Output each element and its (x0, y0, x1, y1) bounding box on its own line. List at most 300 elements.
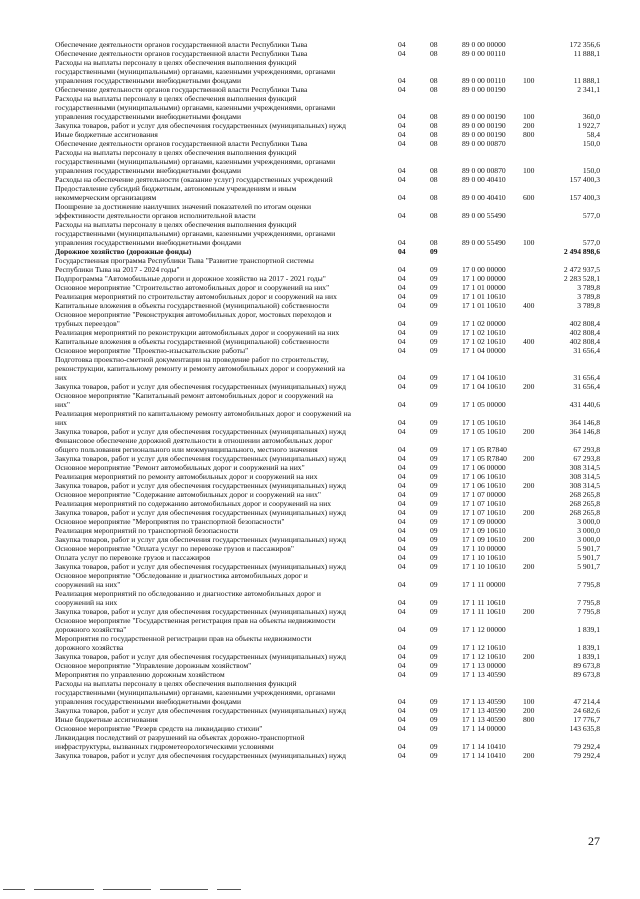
footer-rule (103, 889, 151, 890)
amount: 67 293,8 (573, 445, 600, 454)
amount: 47 214,4 (573, 697, 600, 706)
section-code: 04 (398, 724, 406, 733)
amount: 11 888,1 (573, 49, 600, 58)
row-line (0, 589, 640, 598)
item-name: них (55, 418, 67, 427)
row-line (0, 229, 640, 238)
subsection-code: 08 (430, 175, 438, 184)
amount: 402 808,4 (569, 319, 600, 328)
target-article-code: 17 1 04 10610 (462, 373, 506, 382)
row-line (0, 166, 640, 175)
section-code: 04 (398, 211, 406, 220)
row-line (0, 634, 640, 643)
section-code: 04 (398, 508, 406, 517)
subsection-code: 09 (430, 373, 438, 382)
expense-type-code: 200 (523, 508, 535, 517)
subsection-code: 09 (430, 274, 438, 283)
row-line (0, 481, 640, 490)
amount: 1 839,1 (577, 625, 600, 634)
subsection-code: 09 (430, 445, 438, 454)
subsection-code: 09 (430, 697, 438, 706)
section-code: 04 (398, 382, 406, 391)
subsection-code: 09 (430, 301, 438, 310)
item-name: Основное мероприятие "Обследование и диагностика автомобильных дорог и (55, 571, 308, 580)
subsection-code: 09 (430, 562, 438, 571)
subsection-code: 08 (430, 49, 438, 58)
target-article-code: 89 0 00 00110 (462, 76, 506, 85)
item-name: Основное мероприятие "Реконструкция автомобильных дорог, мостовых переходов и (55, 310, 332, 319)
subsection-code: 08 (430, 85, 438, 94)
expense-type-code: 200 (523, 652, 535, 661)
row-line (0, 463, 640, 472)
item-name: Реализация мероприятий по реконструкции автомобильных дорог и сооружений на них (55, 328, 340, 337)
subsection-code: 09 (430, 742, 438, 751)
item-name: Закупка товаров, работ и услуг для обеспечения государственных (муниципальных) нужд (55, 562, 346, 571)
item-name: Закупка товаров, работ и услуг для обеспечения государственных (муниципальных) нужд (55, 427, 346, 436)
item-name: эффективности деятельности органов исполнительной власти (55, 211, 256, 220)
subsection-code: 09 (430, 517, 438, 526)
target-article-code: 17 1 14 00000 (462, 724, 506, 733)
row-line (0, 427, 640, 436)
row-line (0, 544, 640, 553)
item-name: Поощрение за достижение наилучших значений показателей по итогам оценки (55, 202, 312, 211)
row-line (0, 400, 640, 409)
amount: 3 000,0 (577, 526, 600, 535)
subsection-code: 09 (430, 382, 438, 391)
target-article-code: 17 1 13 40590 (462, 697, 506, 706)
amount: 1 922,7 (577, 121, 600, 130)
section-code: 04 (398, 742, 406, 751)
section-code: 04 (398, 715, 406, 724)
target-article-code: 89 0 00 55490 (462, 211, 506, 220)
subsection-code: 09 (430, 463, 438, 472)
item-name: Дорожное хозяйство (дорожные фонды) (55, 247, 192, 256)
subsection-code: 09 (430, 328, 438, 337)
target-article-code: 17 1 04 10610 (462, 382, 506, 391)
amount: 7 795,8 (577, 580, 600, 589)
amount: 24 682,6 (573, 706, 600, 715)
section-code: 04 (398, 607, 406, 616)
target-article-code: 17 1 12 00000 (462, 625, 506, 634)
row-line (0, 490, 640, 499)
target-article-code: 17 1 05 10610 (462, 418, 506, 427)
item-name: Обеспечение деятельности органов государственной власти Республики Тыва (55, 85, 308, 94)
amount: 577,0 (582, 238, 600, 247)
footer-rule (3, 889, 25, 890)
amount: 2 341,1 (577, 85, 600, 94)
target-article-code: 17 1 01 10610 (462, 301, 506, 310)
amount: 364 146,8 (569, 427, 600, 436)
target-article-code: 17 1 02 00000 (462, 319, 506, 328)
target-article-code: 17 1 05 R7840 (462, 445, 507, 454)
item-name: инфраструктуры, вызванных гидрометеорологическими условиями (55, 742, 274, 751)
target-article-code: 17 1 11 00000 (462, 580, 506, 589)
item-name: Основное мероприятие "Проектно-изыскательские работы" (55, 346, 249, 355)
footer-rule (160, 889, 208, 890)
section-code: 04 (398, 274, 406, 283)
section-code: 04 (398, 346, 406, 355)
subsection-code: 09 (430, 706, 438, 715)
expense-type-code: 100 (523, 76, 535, 85)
subsection-code: 09 (430, 553, 438, 562)
row-line (0, 175, 640, 184)
row-line (0, 697, 640, 706)
amount: 172 356,6 (569, 40, 600, 49)
expense-type-code: 200 (523, 427, 535, 436)
target-article-code: 17 1 02 10610 (462, 328, 506, 337)
target-article-code: 89 0 00 00190 (462, 130, 506, 139)
subsection-code: 09 (430, 427, 438, 436)
row-line (0, 220, 640, 229)
target-article-code: 17 1 14 10410 (462, 742, 506, 751)
row-line (0, 85, 640, 94)
subsection-code: 09 (430, 319, 438, 328)
expense-type-code: 200 (523, 481, 535, 490)
item-name: Финансовое обеспечение дорожной деятельности в отношении автомобильных дорог (55, 436, 333, 445)
section-code: 04 (398, 598, 406, 607)
section-code: 04 (398, 283, 406, 292)
expense-type-code: 200 (523, 562, 535, 571)
item-name: Иные бюджетные ассигнования (55, 130, 158, 139)
expense-type-code: 800 (523, 715, 535, 724)
row-line (0, 103, 640, 112)
amount: 3 000,0 (577, 517, 600, 526)
row-line (0, 418, 640, 427)
target-article-code: 17 1 07 10610 (462, 499, 506, 508)
row-line (0, 301, 640, 310)
row-line (0, 751, 640, 760)
row-line (0, 157, 640, 166)
subsection-code: 09 (430, 661, 438, 670)
item-name: некоммерческим организациям (55, 193, 157, 202)
item-name: Расходы на обеспечение деятельности (оказание услуг) государственных учреждений (55, 175, 333, 184)
subsection-code: 09 (430, 535, 438, 544)
amount: 2 283 528,1 (563, 274, 600, 283)
amount: 58,4 (586, 130, 600, 139)
row-line (0, 625, 640, 634)
expense-type-code: 100 (523, 112, 535, 121)
page-number: 27 (588, 834, 600, 848)
item-name: Основное мероприятие "Содержание автомобильных дорог и сооружений на них" (55, 490, 321, 499)
section-code: 04 (398, 562, 406, 571)
item-name: Основное мероприятие "Строительство автомобильных дорог и сооружений на них" (55, 283, 330, 292)
subsection-code: 09 (430, 544, 438, 553)
amount: 577,0 (582, 211, 600, 220)
section-code: 04 (398, 175, 406, 184)
section-code: 04 (398, 85, 406, 94)
target-article-code: 17 0 00 00000 (462, 265, 506, 274)
subsection-code: 09 (430, 715, 438, 724)
section-code: 04 (398, 49, 406, 58)
item-name: управления государственными внебюджетными фондами (55, 166, 242, 175)
item-name: Закупка товаров, работ и услуг для обеспечения государственных (муниципальных) нужд (55, 508, 346, 517)
row-line (0, 517, 640, 526)
section-code: 04 (398, 400, 406, 409)
section-code: 04 (398, 319, 406, 328)
item-name: государственными (муниципальными) органами, казенными учреждениями, органами (55, 103, 336, 112)
row-line (0, 508, 640, 517)
target-article-code: 89 0 00 00870 (462, 166, 506, 175)
section-code: 04 (398, 328, 406, 337)
target-article-code: 17 1 01 10610 (462, 292, 506, 301)
row-line (0, 202, 640, 211)
item-name: Закупка товаров, работ и услуг для обеспечения государственных (муниципальных) нужд (55, 607, 346, 616)
target-article-code: 89 0 00 40410 (462, 193, 506, 202)
section-code: 04 (398, 517, 406, 526)
item-name: Мероприятия по государственной регистрации прав на объекты недвижимости (55, 634, 312, 643)
subsection-code: 09 (430, 508, 438, 517)
row-line (0, 661, 640, 670)
item-name: государственными (муниципальными) органами, казенными учреждениями, органами (55, 688, 336, 697)
target-article-code: 89 0 00 55490 (462, 238, 506, 247)
subsection-code: 09 (430, 643, 438, 652)
item-name: государственными (муниципальными) органами, казенными учреждениями, органами (55, 67, 336, 76)
section-code: 04 (398, 427, 406, 436)
subsection-code: 09 (430, 724, 438, 733)
row-line (0, 247, 640, 256)
item-name: Подготовка проектно-сметной документации на проведение работ по строительству, (55, 355, 329, 364)
amount: 5 901,7 (577, 544, 600, 553)
item-name: Основное мероприятие "Оплата услуг по перевозке грузов и пассажиров" (55, 544, 294, 553)
target-article-code: 89 0 00 00190 (462, 85, 506, 94)
section-code: 04 (398, 130, 406, 139)
item-name: общего пользования регионального или межмуниципального, местного значения (55, 445, 318, 454)
item-name: Реализация мероприятий по обследованию и диагностике автомобильных дорог и (55, 589, 321, 598)
section-code: 04 (398, 553, 406, 562)
target-article-code: 17 1 00 00000 (462, 274, 506, 283)
amount: 17 776,7 (573, 715, 600, 724)
amount: 31 656,4 (573, 346, 600, 355)
target-article-code: 17 1 06 10610 (462, 481, 506, 490)
row-line (0, 472, 640, 481)
subsection-code: 09 (430, 580, 438, 589)
amount: 150,0 (582, 139, 600, 148)
item-name: Иные бюджетные ассигнования (55, 715, 158, 724)
row-line (0, 130, 640, 139)
amount: 157 400,3 (569, 193, 600, 202)
subsection-code: 09 (430, 454, 438, 463)
expense-type-code: 800 (523, 130, 535, 139)
section-code: 04 (398, 337, 406, 346)
section-code: 04 (398, 247, 406, 256)
target-article-code: 17 1 13 00000 (462, 661, 506, 670)
section-code: 04 (398, 463, 406, 472)
item-name: Закупка товаров, работ и услуг для обеспечения государственных (муниципальных) нужд (55, 481, 346, 490)
row-line (0, 526, 640, 535)
item-name: Расходы на выплаты персоналу в целях обеспечения выполнения функций (55, 94, 297, 103)
subsection-code: 09 (430, 481, 438, 490)
amount: 402 808,4 (569, 337, 600, 346)
row-line (0, 679, 640, 688)
target-article-code: 17 1 10 00000 (462, 544, 506, 553)
expense-type-code: 400 (523, 337, 535, 346)
target-article-code: 17 1 06 00000 (462, 463, 506, 472)
section-code: 04 (398, 265, 406, 274)
expense-type-code: 200 (523, 121, 535, 130)
row-line (0, 184, 640, 193)
target-article-code: 17 1 05 10610 (462, 427, 506, 436)
target-article-code: 17 1 12 10610 (462, 643, 506, 652)
subsection-code: 08 (430, 211, 438, 220)
section-code: 04 (398, 166, 406, 175)
item-name: Мероприятия по управлению дорожным хозяйством (55, 670, 225, 679)
section-code: 04 (398, 670, 406, 679)
row-line (0, 742, 640, 751)
subsection-code: 08 (430, 166, 438, 175)
section-code: 04 (398, 292, 406, 301)
item-name: Закупка товаров, работ и услуг для обеспечения государственных (муниципальных) нужд (55, 535, 346, 544)
subsection-code: 09 (430, 472, 438, 481)
section-code: 04 (398, 697, 406, 706)
section-code: 04 (398, 544, 406, 553)
subsection-code: 09 (430, 625, 438, 634)
row-line (0, 121, 640, 130)
row-line (0, 715, 640, 724)
item-name: Подпрограмма "Автомобильные дороги и дорожное хозяйство на 2017 - 2021 годы" (55, 274, 326, 283)
row-line (0, 238, 640, 247)
amount: 67 293,8 (573, 454, 600, 463)
target-article-code: 17 1 07 00000 (462, 490, 506, 499)
row-line (0, 688, 640, 697)
footer-rule (34, 889, 94, 890)
subsection-code: 09 (430, 751, 438, 760)
item-name: Реализация мероприятий по ремонту автомобильных дорог и сооружений на них (55, 472, 318, 481)
item-name: сооружений на них" (55, 580, 121, 589)
target-article-code: 89 0 00 00190 (462, 112, 506, 121)
amount: 2 472 937,5 (563, 265, 600, 274)
target-article-code: 89 0 00 00870 (462, 139, 506, 148)
item-name: Капитальные вложения в объекты государственной (муниципальной) собственности (55, 301, 329, 310)
item-name: дорожного хозяйства" (55, 625, 127, 634)
amount: 143 635,8 (569, 724, 600, 733)
item-name: Обеспечение деятельности органов государственной власти Республики Тыва (55, 139, 308, 148)
target-article-code: 17 1 09 10610 (462, 535, 506, 544)
amount: 2 494 898,6 (563, 247, 600, 256)
item-name: управления государственными внебюджетными фондами (55, 697, 242, 706)
item-name: Расходы на выплаты персоналу в целях обеспечения выполнения функций (55, 220, 297, 229)
row-line (0, 139, 640, 148)
row-line (0, 409, 640, 418)
item-name: трубных переездов" (55, 319, 120, 328)
amount: 3 789,8 (577, 292, 600, 301)
item-name: Основное мероприятие "Капитальный ремонт автомобильных дорог и сооружений на (55, 391, 334, 400)
expense-type-code: 100 (523, 166, 535, 175)
amount: 308 314,5 (569, 472, 600, 481)
amount: 89 673,8 (573, 661, 600, 670)
amount: 150,0 (582, 166, 600, 175)
section-code: 04 (398, 193, 406, 202)
section-code: 04 (398, 238, 406, 247)
amount: 5 901,7 (577, 562, 600, 571)
expense-type-code: 200 (523, 382, 535, 391)
expense-type-code: 100 (523, 238, 535, 247)
section-code: 04 (398, 643, 406, 652)
section-code: 04 (398, 112, 406, 121)
row-line (0, 310, 640, 319)
row-line (0, 112, 640, 121)
row-line (0, 265, 640, 274)
item-name: Закупка товаров, работ и услуг для обеспечения государственных (муниципальных) нужд (55, 751, 346, 760)
amount: 31 656,4 (573, 382, 600, 391)
target-article-code: 17 1 05 R7840 (462, 454, 507, 463)
section-code: 04 (398, 121, 406, 130)
target-article-code: 17 1 13 40590 (462, 706, 506, 715)
section-code: 04 (398, 580, 406, 589)
subsection-code: 08 (430, 76, 438, 85)
expense-type-code: 200 (523, 607, 535, 616)
row-line (0, 643, 640, 652)
item-name: Государственная программа Республики Тыва "Развитие транспортной системы (55, 256, 314, 265)
section-code: 04 (398, 301, 406, 310)
item-name: Закупка товаров, работ и услуг для обеспечения государственных (муниципальных) нужд (55, 121, 346, 130)
expense-type-code: 200 (523, 454, 535, 463)
target-article-code: 17 1 09 10610 (462, 526, 506, 535)
row-line (0, 40, 640, 49)
item-name: Закупка товаров, работ и услуг для обеспечения государственных (муниципальных) нужд (55, 382, 346, 391)
amount: 5 901,7 (577, 553, 600, 562)
row-line (0, 67, 640, 76)
target-article-code: 89 0 00 40410 (462, 175, 506, 184)
row-line (0, 454, 640, 463)
row-line (0, 346, 640, 355)
item-name: Расходы на выплаты персоналу в целях обеспечения выполнения функций (55, 679, 297, 688)
amount: 364 146,8 (569, 418, 600, 427)
row-line (0, 670, 640, 679)
amount: 79 292,4 (573, 742, 600, 751)
amount: 268 265,8 (569, 490, 600, 499)
subsection-code: 08 (430, 193, 438, 202)
item-name: сооружений на них (55, 598, 118, 607)
item-name: Капитальные вложения в объекты государственной (муниципальной) собственности (55, 337, 329, 346)
target-article-code: 17 1 12 10610 (462, 652, 506, 661)
amount: 3 789,8 (577, 283, 600, 292)
section-code: 04 (398, 661, 406, 670)
item-name: Основное мероприятие "Мероприятия по транспортной безопасности" (55, 517, 285, 526)
item-name: Предоставление субсидий бюджетным, автономным учреждениям и иным (55, 184, 297, 193)
target-article-code: 17 1 04 00000 (462, 346, 506, 355)
item-name: Оплата услуг по перевозке грузов и пассажиров (55, 553, 211, 562)
section-code: 04 (398, 454, 406, 463)
amount: 3 789,8 (577, 301, 600, 310)
row-line (0, 94, 640, 103)
target-article-code: 17 1 02 10610 (462, 337, 506, 346)
subsection-code: 08 (430, 130, 438, 139)
row-line (0, 337, 640, 346)
section-code: 04 (398, 445, 406, 454)
row-line (0, 562, 640, 571)
subsection-code: 08 (430, 121, 438, 130)
row-line (0, 391, 640, 400)
expense-type-code: 200 (523, 706, 535, 715)
item-name: Республики Тыва на 2017 - 2024 годы" (55, 265, 180, 274)
amount: 1 839,1 (577, 643, 600, 652)
target-article-code: 17 1 11 10610 (462, 598, 506, 607)
item-name: управления государственными внебюджетными фондами (55, 112, 242, 121)
row-line (0, 193, 640, 202)
section-code: 04 (398, 499, 406, 508)
target-article-code: 89 0 00 00110 (462, 49, 506, 58)
row-line (0, 706, 640, 715)
target-article-code: 17 1 13 40590 (462, 715, 506, 724)
subsection-code: 09 (430, 490, 438, 499)
section-code: 04 (398, 139, 406, 148)
subsection-code: 09 (430, 499, 438, 508)
amount: 157 400,3 (569, 175, 600, 184)
item-name: Основное мероприятие "Государственная регистрация прав на объекты недвижимости (55, 616, 336, 625)
row-line (0, 49, 640, 58)
section-code: 04 (398, 625, 406, 634)
row-line (0, 319, 640, 328)
